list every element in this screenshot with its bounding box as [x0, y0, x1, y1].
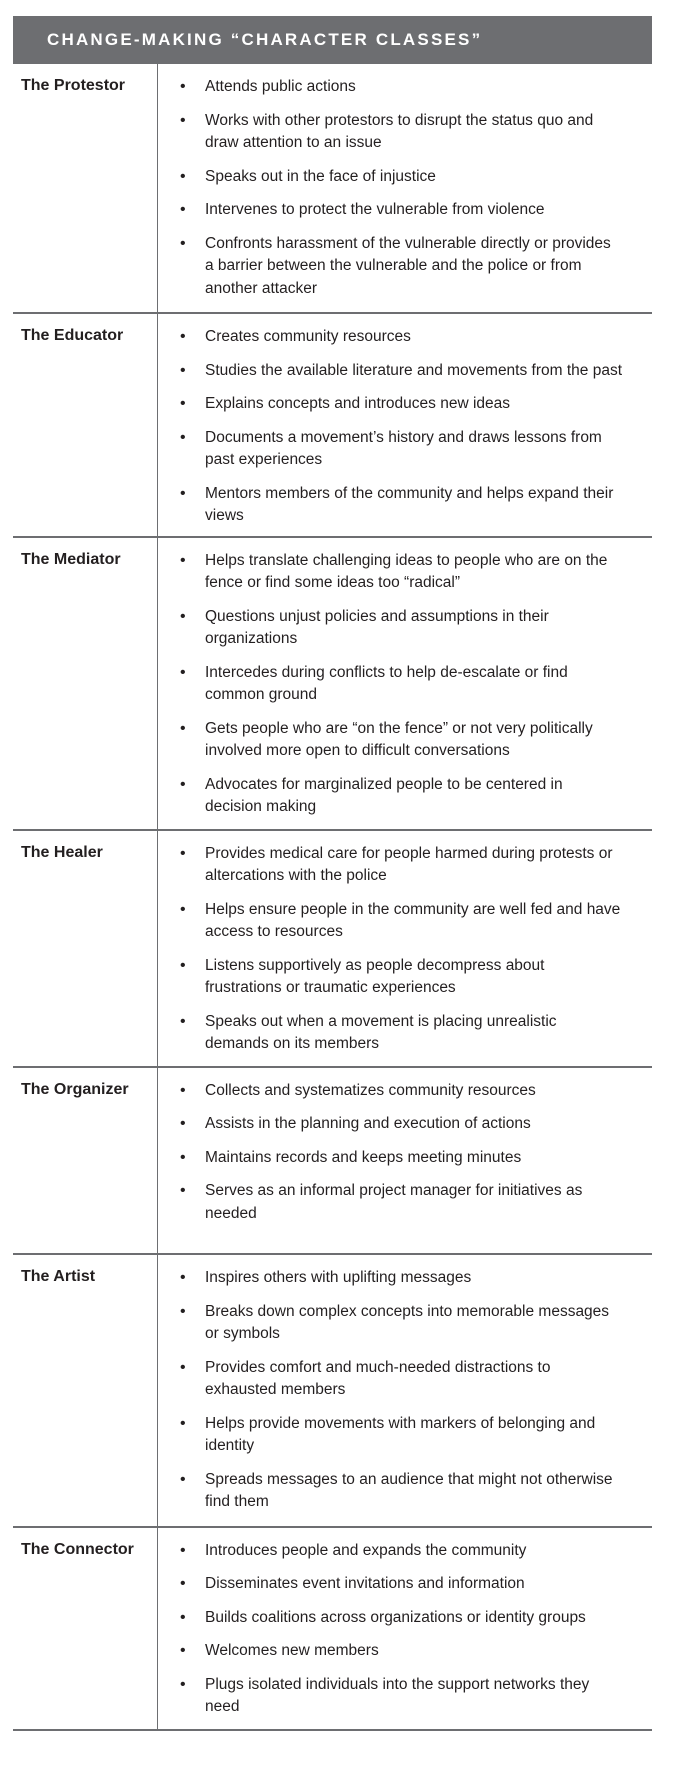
list-item-text: Documents a movement’s history and draws lessons from past experiences — [205, 428, 602, 468]
list-item-text: Breaks down complex concepts into memorable messages or symbols — [205, 1302, 610, 1342]
list-item — [158, 110, 652, 155]
list-item — [158, 360, 652, 383]
list-item-text: Creates community resources — [205, 328, 411, 345]
list-item-text: Attends public actions — [205, 78, 356, 95]
list-item-text: Speaks out in the face of injustice — [205, 167, 436, 185]
list-item — [158, 1607, 652, 1630]
class-row — [13, 829, 652, 1066]
list-item — [158, 1357, 652, 1402]
list-item-text: Helps ensure people in the community are well fed and have access to resources — [205, 900, 621, 940]
bullet-icon: • — [180, 78, 186, 95]
class-traits-list — [158, 1255, 652, 1526]
class-name: The Artist — [13, 1255, 158, 1526]
list-item-text: Studies the available literature and movements from the past — [205, 361, 623, 379]
list-item — [158, 718, 652, 763]
bullet-icon: • — [180, 428, 186, 446]
bullet-icon: • — [180, 395, 186, 412]
list-item-text: Intercedes during conflicts to help de-escalate or find common ground — [205, 663, 568, 703]
bullet-icon: • — [180, 1642, 186, 1659]
class-row — [13, 536, 652, 829]
list-item — [158, 483, 652, 528]
list-item — [158, 1540, 652, 1563]
list-item — [158, 606, 652, 651]
bullet-icon: • — [180, 1148, 186, 1166]
class-name: The Educator — [13, 314, 158, 536]
list-item-text: Gets people who are “on the fence” or not very politically involved more open to difficult conversations — [205, 719, 593, 759]
bullet-icon: • — [180, 900, 186, 918]
bottom-divider — [13, 1729, 652, 1731]
list-item — [158, 76, 652, 99]
list-item — [158, 899, 652, 944]
bullet-icon: • — [180, 1081, 186, 1099]
list-item — [158, 233, 652, 301]
list-item — [158, 774, 652, 819]
bullet-icon: • — [180, 1358, 186, 1376]
bullet-icon: • — [180, 361, 186, 379]
list-item — [158, 393, 652, 416]
bullet-icon: • — [180, 1012, 186, 1030]
list-item-text: Serves as an informal project manager for initiatives as needed — [205, 1182, 583, 1222]
class-traits-list — [158, 314, 652, 536]
list-item — [158, 199, 652, 222]
bullet-icon: • — [180, 328, 186, 345]
list-item — [158, 1413, 652, 1458]
bullet-icon: • — [180, 201, 186, 218]
list-item-text: Builds coalitions across organizations or identity groups — [205, 1608, 586, 1626]
bullet-icon: • — [180, 1470, 186, 1488]
bullet-icon: • — [180, 1302, 186, 1320]
list-item-text: Explains concepts and introduces new ideas — [205, 395, 511, 412]
list-item-text: Provides comfort and much-needed distractions to exhausted members — [205, 1358, 551, 1398]
list-item-text: Provides medical care for people harmed during protests or altercations with the police — [205, 844, 613, 884]
list-item-text: Speaks out when a movement is placing unrealistic demands on its members — [205, 1012, 557, 1052]
character-classes-table — [13, 64, 652, 1731]
list-item — [158, 427, 652, 472]
bullet-icon: • — [180, 111, 186, 129]
class-name: The Healer — [13, 831, 158, 1066]
bullet-icon: • — [180, 719, 186, 737]
bullet-icon: • — [180, 844, 186, 862]
list-item-text: Confronts harassment of the vulnerable directly or provides a barrier between the vulnerable and the police or from another attacker — [205, 234, 611, 297]
list-item-text: Helps translate challenging ideas to people who are on the fence or find some ideas too “radical” — [205, 551, 608, 591]
list-item — [158, 166, 652, 189]
list-item-text: Listens supportively as people decompress about frustrations or traumatic experiences — [205, 956, 545, 996]
list-item — [158, 1640, 652, 1663]
list-item-text: Helps provide movements with markers of belonging and identity — [205, 1414, 596, 1454]
bullet-icon: • — [180, 1182, 186, 1199]
list-item — [158, 550, 652, 595]
class-name: The Connector — [13, 1528, 158, 1729]
bullet-icon: • — [180, 1541, 186, 1559]
list-item — [158, 662, 652, 707]
list-item — [158, 1267, 652, 1290]
class-name: The Protestor — [13, 64, 158, 312]
list-item-text: Welcomes new members — [205, 1642, 379, 1659]
class-name: The Organizer — [13, 1068, 158, 1254]
list-item-text: Spreads messages to an audience that might not otherwise find them — [205, 1470, 613, 1510]
list-item-text: Intervenes to protect the vulnerable from violence — [205, 201, 545, 218]
list-item-text: Inspires others with uplifting messages — [205, 1269, 472, 1286]
class-traits-list — [158, 1068, 652, 1254]
class-row — [13, 1253, 652, 1526]
bullet-icon: • — [180, 1675, 186, 1693]
list-item — [158, 1674, 652, 1719]
title-bar — [13, 16, 652, 64]
list-item-text: Collects and systematizes community resources — [205, 1081, 536, 1099]
list-item-text: Works with other protestors to disrupt the status quo and draw attention to an issue — [205, 111, 594, 151]
class-traits-list — [158, 831, 652, 1066]
class-row — [13, 312, 652, 536]
bullet-icon: • — [180, 956, 186, 974]
bullet-icon: • — [180, 1115, 186, 1132]
class-traits-list — [158, 64, 652, 312]
list-item — [158, 1011, 652, 1056]
list-item-text: Disseminates event invitations and information — [205, 1575, 525, 1592]
bullet-icon: • — [180, 551, 186, 569]
bullet-icon: • — [180, 1414, 186, 1432]
list-item — [158, 843, 652, 888]
class-traits-list — [158, 538, 652, 829]
list-item — [158, 955, 652, 1000]
list-item-text: Questions unjust policies and assumptions in their organizations — [205, 607, 549, 647]
list-item-text: Plugs isolated individuals into the support networks they need — [205, 1675, 590, 1715]
bullet-icon: • — [180, 1575, 186, 1592]
page-title: CHANGE-MAKING “CHARACTER CLASSES” — [47, 30, 483, 49]
list-item — [158, 1080, 652, 1103]
bullet-icon: • — [180, 1608, 186, 1626]
class-row — [13, 1526, 652, 1729]
list-item-text: Advocates for marginalized people to be centered in decision making — [205, 775, 563, 815]
list-item — [158, 1301, 652, 1346]
class-row — [13, 64, 652, 312]
list-item-text: Mentors members of the community and helps expand their views — [205, 484, 614, 524]
bullet-icon: • — [180, 1269, 186, 1286]
list-item — [158, 326, 652, 349]
list-item — [158, 1113, 652, 1136]
bullet-icon: • — [180, 775, 186, 793]
bullet-icon: • — [180, 234, 186, 252]
bullet-icon: • — [180, 663, 186, 681]
list-item-text: Maintains records and keeps meeting minutes — [205, 1148, 522, 1166]
list-item — [158, 1147, 652, 1170]
bullet-icon: • — [180, 167, 186, 185]
list-item — [158, 1573, 652, 1596]
list-item-text: Introduces people and expands the community — [205, 1541, 527, 1559]
list-item-text: Assists in the planning and execution of actions — [205, 1115, 531, 1132]
class-traits-list — [158, 1528, 652, 1729]
list-item — [158, 1469, 652, 1514]
class-name: The Mediator — [13, 538, 158, 829]
list-item — [158, 1180, 652, 1225]
class-row — [13, 1066, 652, 1254]
bullet-icon: • — [180, 607, 186, 625]
bullet-icon: • — [180, 484, 186, 502]
